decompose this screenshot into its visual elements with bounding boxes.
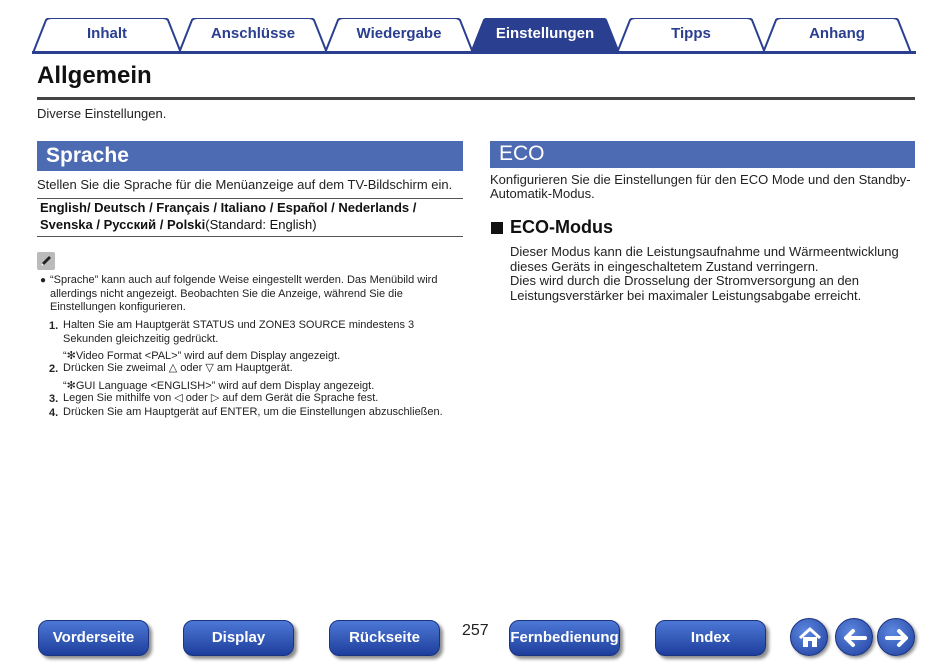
language-options bbox=[40, 200, 460, 233]
language-list-line1: English/ Deutsch / Français / Italiano / Español / Nederlands / bbox=[40, 200, 417, 215]
tab-underline bbox=[32, 51, 916, 54]
tab-label: Wiedergabe bbox=[356, 25, 442, 42]
divider bbox=[37, 198, 463, 199]
section-heading-sprache: Sprache bbox=[37, 141, 463, 171]
home-icon bbox=[791, 619, 829, 657]
step-result: “✻Video Format <PAL>” wird auf dem Display angezeigt. bbox=[63, 350, 341, 362]
back-button[interactable] bbox=[835, 618, 873, 656]
page-subtitle: Diverse Einstellungen. bbox=[37, 106, 167, 121]
step-result: “✻GUI Language <ENGLISH>” wird auf dem Display angezeigt. bbox=[63, 380, 375, 392]
step-text: Drücken Sie am Hauptgerät auf ENTER, um die Einstellungen abzuschließen. bbox=[63, 406, 443, 418]
pencil-icon bbox=[37, 252, 55, 270]
home-button[interactable] bbox=[790, 618, 828, 656]
tab-label: Anhang bbox=[809, 25, 865, 42]
page-title: Allgemein bbox=[37, 62, 152, 89]
title-divider bbox=[37, 97, 915, 100]
bullet-icon: ● bbox=[40, 275, 47, 286]
forward-button[interactable] bbox=[877, 618, 915, 656]
note-text: “Sprache” kann auch auf folgende Weise eingestellt werden. Das Menübild wird allerdings nicht angezeigt. Beobachten Sie die Anzeige, während Sie die Einstellungen konfigurieren. bbox=[50, 274, 438, 313]
tab-einstellungen[interactable] bbox=[470, 18, 620, 53]
eco-mode-text-2: Dies wird durch die Drosselung der Stromversorgung an den Leistungsverstärker bei maximaler Leistungsabgabe erreicht. bbox=[510, 273, 862, 303]
display-button[interactable]: Display bbox=[183, 620, 294, 656]
page-number: 257 bbox=[462, 622, 489, 639]
arrow-left-icon bbox=[836, 619, 874, 657]
tab-bar bbox=[32, 18, 916, 54]
tab-label: Inhalt bbox=[87, 25, 127, 42]
step-number: 4. bbox=[49, 407, 59, 419]
tab-wiedergabe[interactable] bbox=[324, 18, 474, 53]
step-number: 1. bbox=[49, 320, 59, 332]
front-panel-button[interactable]: Vorderseite bbox=[38, 620, 149, 656]
remote-control-button[interactable]: Fernbedienung bbox=[509, 620, 620, 656]
divider bbox=[37, 236, 463, 237]
language-default: (Standard: English) bbox=[205, 216, 317, 232]
square-bullet-icon bbox=[491, 222, 503, 234]
index-button[interactable]: Index bbox=[655, 620, 766, 656]
eco-mode-title: ECO-Modus bbox=[510, 217, 613, 237]
tab-tipps[interactable] bbox=[616, 18, 766, 53]
step-number: 3. bbox=[49, 393, 59, 405]
arrow-right-icon bbox=[878, 619, 916, 657]
section-heading-eco: ECO bbox=[490, 141, 915, 168]
step-text: Legen Sie mithilfe von ◁ oder ▷ auf dem Gerät die Sprache fest. bbox=[63, 392, 379, 404]
step-number: 2. bbox=[49, 363, 59, 375]
tab-inhalt[interactable] bbox=[32, 18, 182, 53]
sprache-description: Stellen Sie die Sprache für die Menüanzeige auf dem TV-Bildschirm ein. bbox=[37, 177, 453, 192]
tab-label: Anschlüsse bbox=[210, 25, 296, 42]
language-list-line2: Svenska / Русский / Polski bbox=[40, 216, 206, 232]
step-text: Halten Sie am Hauptgerät STATUS und ZONE3 SOURCE mindestens 3 Sekunden gleichzeitig gedrückt. bbox=[63, 319, 415, 345]
tab-label: Einstellungen bbox=[495, 25, 595, 42]
eco-description: Konfigurieren Sie die Einstellungen für den ECO Mode und den Standby-Automatik-Modus. bbox=[490, 172, 911, 201]
eco-mode-text-1: Dieser Modus kann die Leistungsaufnahme und Wärmeentwicklung dieses Geräts in eingeschaltetem Zustand verringern. bbox=[510, 244, 899, 274]
tab-anhang[interactable] bbox=[762, 18, 912, 53]
pencil-note-icon bbox=[37, 252, 55, 270]
tab-anschluesse[interactable] bbox=[178, 18, 328, 53]
rear-panel-button[interactable]: Rückseite bbox=[329, 620, 440, 656]
tab-label: Tipps bbox=[671, 25, 711, 42]
step-text: Drücken Sie zweimal △ oder ▽ am Hauptgerät. bbox=[63, 362, 293, 374]
